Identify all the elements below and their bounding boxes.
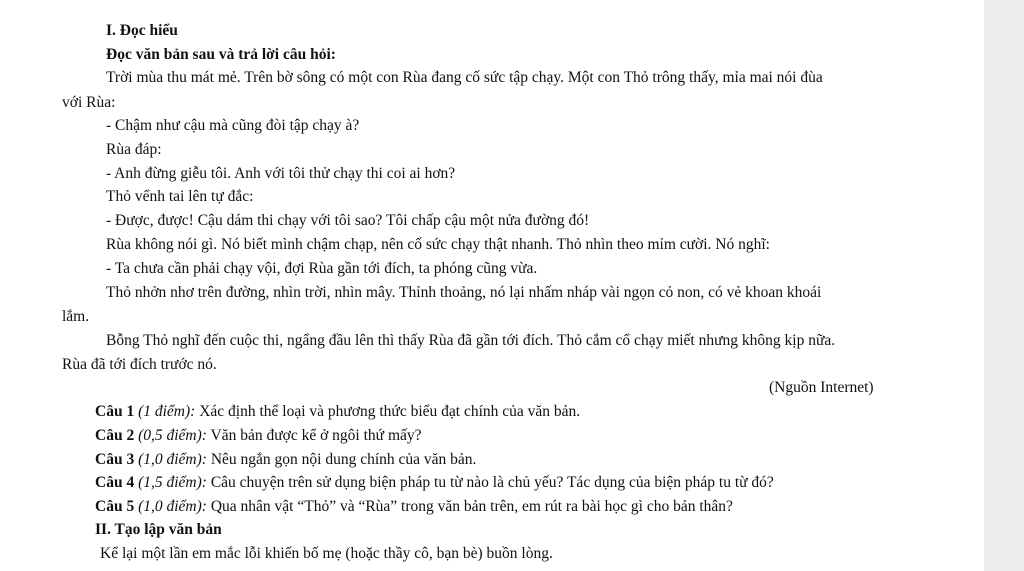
question-label: Câu 3 — [95, 451, 135, 468]
passage-paragraph-1-line-2: với Rùa: — [62, 94, 116, 111]
section2-heading: II. Tạo lập văn bản — [95, 521, 222, 538]
question-points: (1,0 điểm): — [138, 451, 207, 468]
question-points: (1,0 điểm): — [138, 498, 207, 515]
writing-prompt: Kể lại một lần em mắc lỗi khiến bố mẹ (hoặc thầy cô, bạn bè) buồn lòng. — [100, 545, 553, 562]
reading-instruction: Đọc văn bản sau và trả lời câu hỏi: — [106, 46, 336, 63]
question-points: (1 điểm): — [138, 403, 196, 420]
question-2 — [95, 426, 422, 446]
question-5 — [95, 497, 733, 517]
question-text: Văn bản được kể ở ngôi thứ mấy? — [206, 427, 422, 444]
source-citation: (Nguồn Internet) — [769, 379, 874, 396]
passage-paragraph-5-line-1: Thỏ nhởn nhơ trên đường, nhìn trời, nhìn mây. Thỉnh thoảng, nó lại nhấm nháp vài ngọn cỏ non, có vẻ khoan khoái — [106, 284, 822, 301]
question-label: Câu 4 — [95, 474, 135, 491]
dialogue-line-4: - Ta chưa cần phải chạy vội, đợi Rùa gần tới đích, ta phóng cũng vừa. — [106, 260, 538, 277]
question-points: (1,5 điểm): — [138, 474, 207, 491]
passage-paragraph-6-line-2: Rùa đã tới đích trước nó. — [62, 356, 217, 373]
passage-paragraph-1-line-1: Trời mùa thu mát mẻ. Trên bờ sông có một con Rùa đang cố sức tập chạy. Một con Thỏ trông thấy, mỉa mai nói đùa — [106, 69, 823, 86]
question-text: Qua nhân vật “Thỏ” và “Rùa” trong văn bản trên, em rút ra bài học gì cho bản thân? — [206, 498, 733, 515]
question-text: Nêu ngắn gọn nội dung chính của văn bản. — [206, 451, 477, 468]
passage-paragraph-6-line-1: Bỗng Thỏ nghĩ đến cuộc thi, ngẩng đầu lên thì thấy Rùa đã gần tới đích. Thỏ cắm cổ chạy miết nhưng không kịp nữa. — [106, 332, 836, 349]
viewer-background-right — [984, 0, 1024, 571]
question-label: Câu 2 — [95, 427, 135, 444]
question-text: Xác định thể loại và phương thức biểu đạt chính của văn bản. — [195, 403, 581, 420]
dialogue-line-3: - Được, được! Cậu dám thi chạy với tôi sao? Tôi chấp cậu một nửa đường đó! — [106, 212, 590, 229]
section1-heading: I. Đọc hiểu — [106, 22, 178, 39]
question-text: Câu chuyện trên sử dụng biện pháp tu từ nào là chủ yếu? Tác dụng của biện pháp tu từ đó? — [206, 474, 774, 491]
question-3 — [95, 450, 476, 470]
question-4 — [95, 473, 774, 493]
passage-paragraph-5-line-2: lắm. — [62, 308, 90, 325]
passage-paragraph-4: Rùa không nói gì. Nó biết mình chậm chạp, nên cố sức chạy thật nhanh. Thỏ nhìn theo mỉm cười. Nó nghĩ: — [106, 236, 770, 253]
passage-paragraph-2: Rùa đáp: — [106, 141, 162, 158]
question-label: Câu 5 — [95, 498, 135, 515]
question-points: (0,5 điểm): — [138, 427, 207, 444]
question-1 — [95, 402, 580, 422]
dialogue-line-1: - Chậm như cậu mà cũng đòi tập chạy à? — [106, 117, 360, 134]
question-label: Câu 1 — [95, 403, 135, 420]
dialogue-line-2: - Anh đừng giễu tôi. Anh với tôi thử chạy thi coi ai hơn? — [106, 165, 456, 182]
passage-paragraph-3: Thỏ vểnh tai lên tự đắc: — [106, 188, 254, 205]
